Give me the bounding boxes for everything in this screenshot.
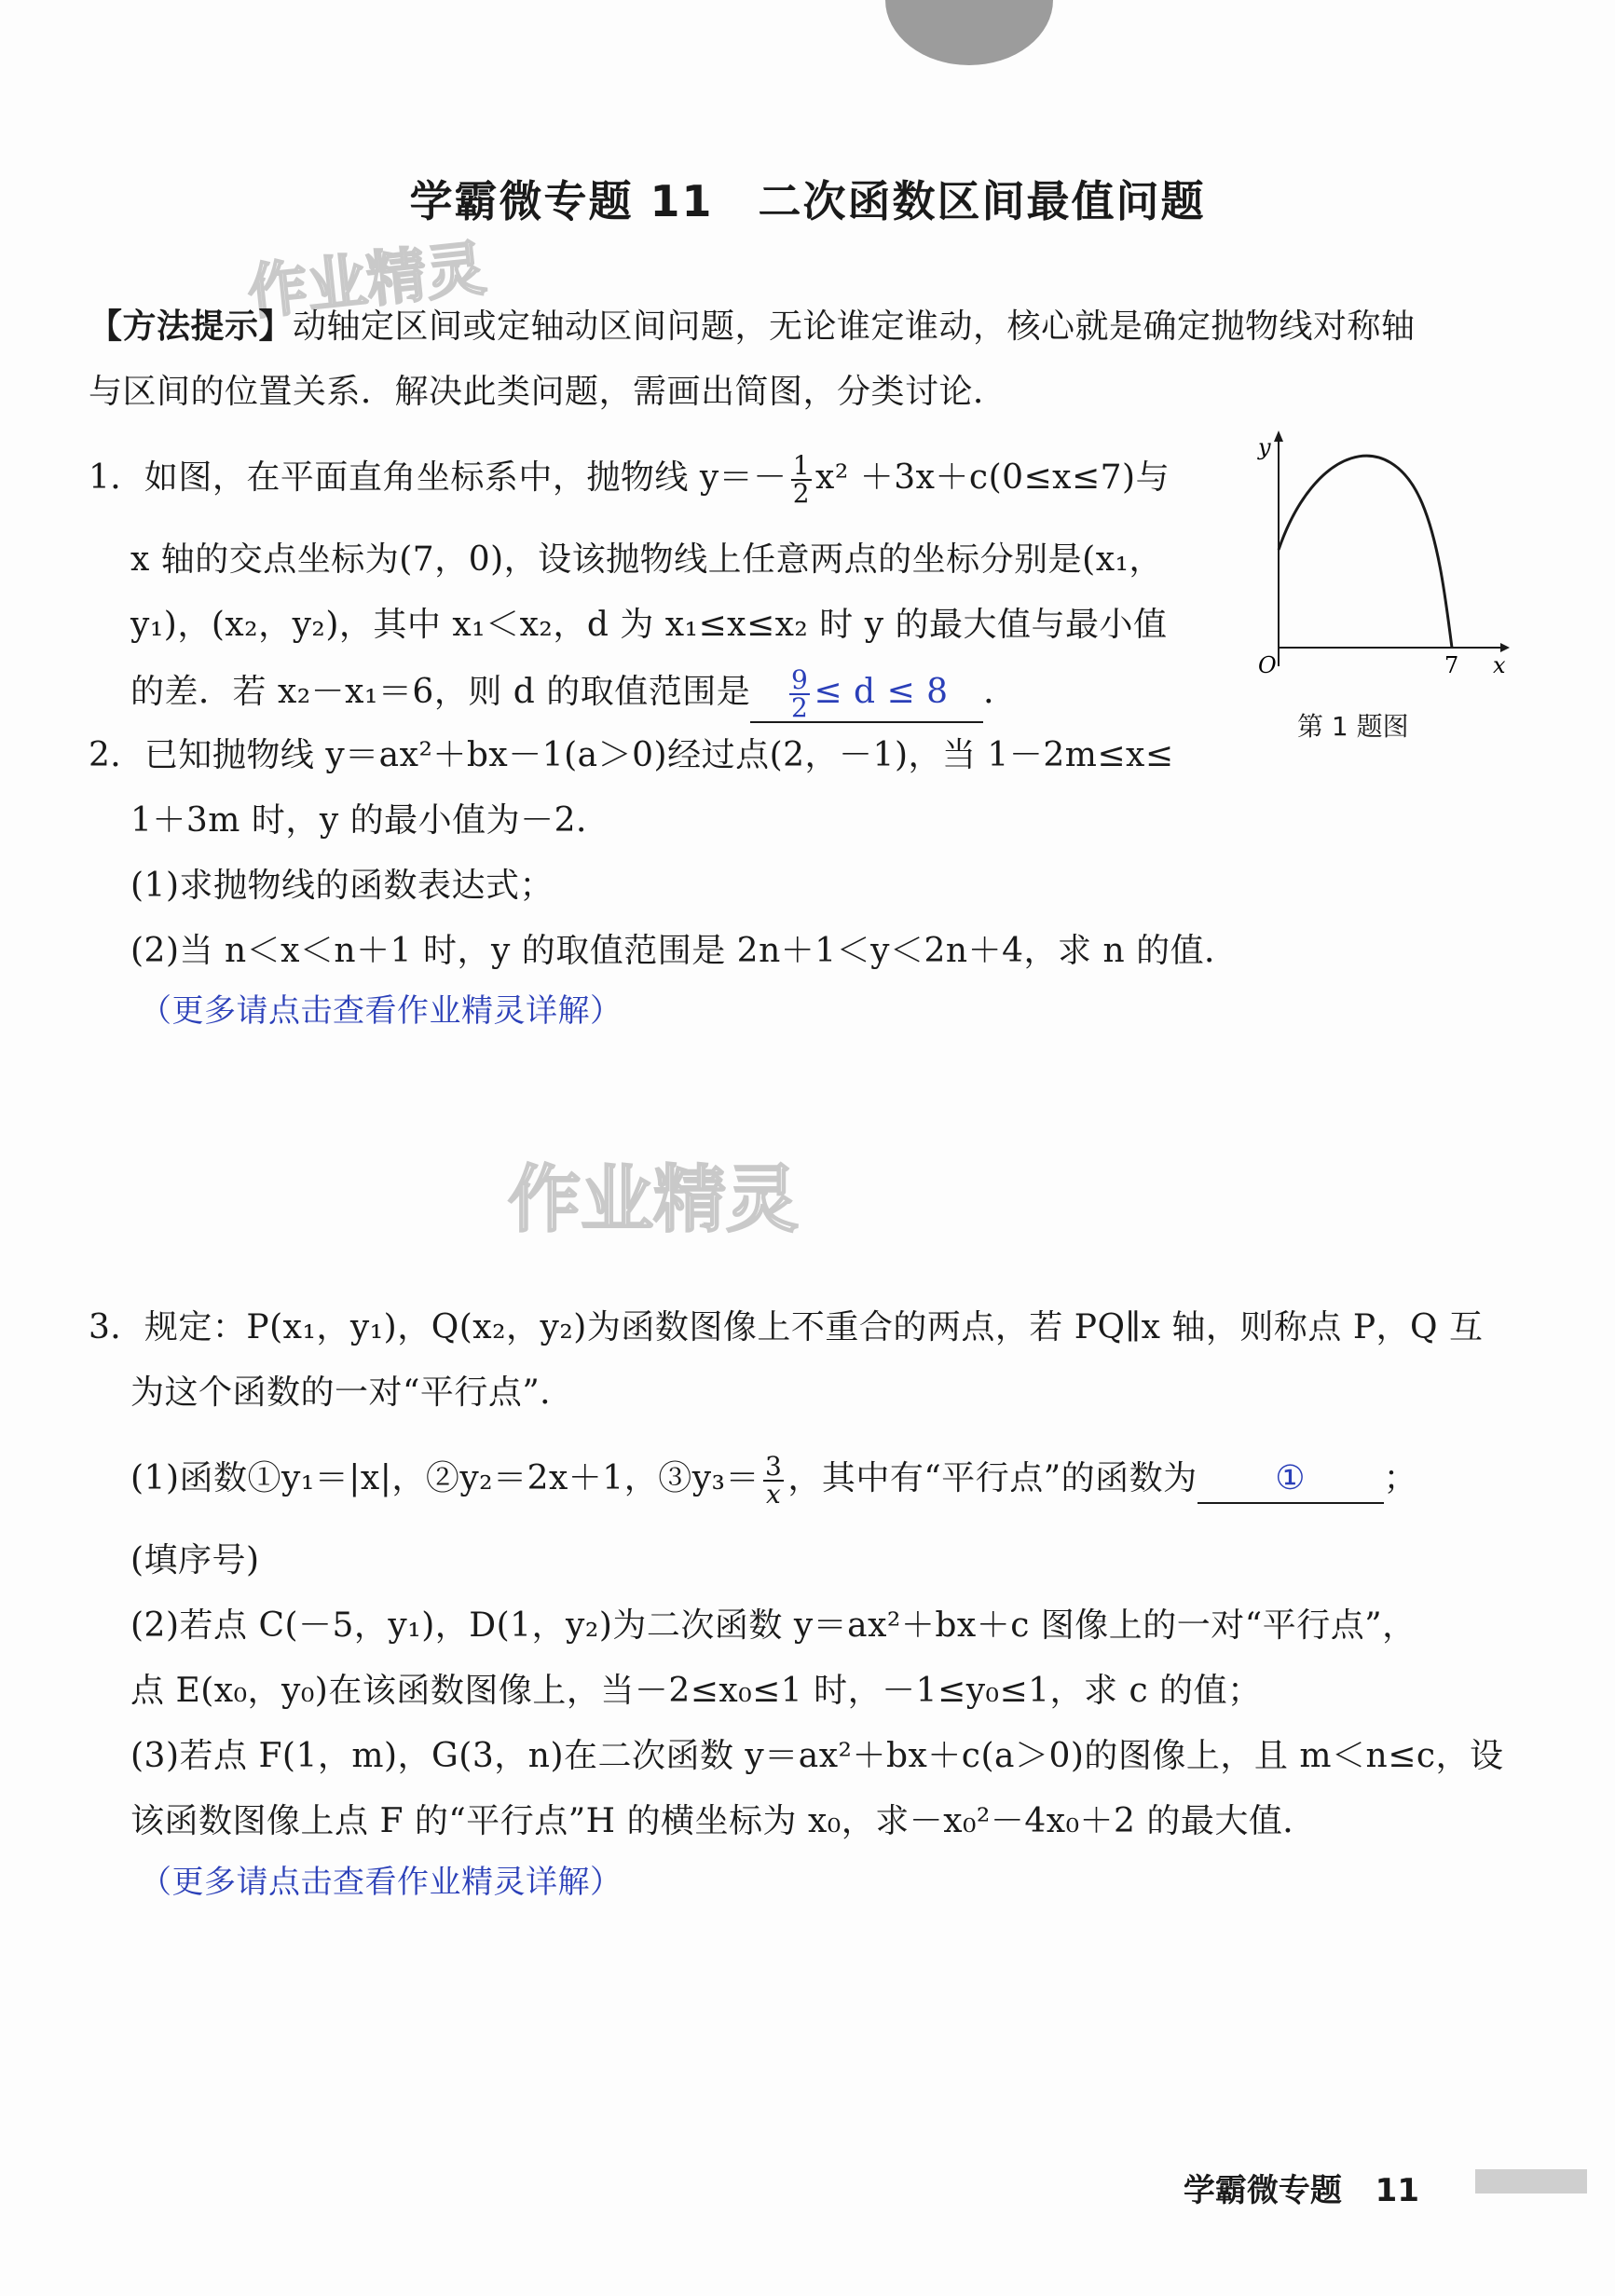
q1-answer-den: 2 (791, 692, 809, 723)
q1-answer-blank (750, 664, 983, 723)
method-text-1: 动轴定区间或定轴动区间问题，无论谁定谁动，核心就是确定抛物线对称轴 (293, 308, 1416, 346)
tick-7-label: 7 (1444, 652, 1459, 678)
page-title: 学霸微专题 11 二次函数区间最值问题 (409, 176, 1206, 226)
origin-label: O (1258, 652, 1277, 678)
y-axis-label: y (1258, 434, 1271, 460)
q1-answer-fraction (789, 664, 810, 723)
q1-text-4: 的差．若 x₂－x₁＝6，则 d 的取值范围是 (130, 673, 751, 711)
q3-line-7: (3)若点 F(1，m)，G(3，n)在二次函数 y＝ax²＋bx＋c(a＞0)的图像上，且 m＜n≤c，设 (130, 1737, 1504, 1775)
q1-text-b: x² ＋3x＋c(0≤x≤7)与 (815, 458, 1170, 497)
watermark-middle: 作业精灵 (508, 1158, 800, 1242)
q1-answer-num: 9 (791, 664, 809, 695)
q2-line-3: (1)求抛物线的函数表达式； (130, 867, 554, 905)
q2-line-4: (2)当 n＜x＜n＋1 时，y 的取值范围是 2n＋1＜y＜2n＋4，求 n 的值． (130, 932, 1239, 970)
q3-line-4: (填序号) (130, 1541, 260, 1579)
q3-line-6: 点 E(x₀，y₀)在该函数图像上，当－2≤x₀≤1 时，－1≤y₀≤1，求 c 的值； (130, 1672, 1262, 1710)
y-axis-arrow (1274, 430, 1283, 442)
top-decoration (885, 0, 1053, 65)
q1-fraction (791, 450, 812, 509)
page-footer (1184, 2165, 1419, 2210)
q1-frac-num: 1 (792, 450, 811, 481)
q3-line-2: 为这个函数的一对“平行点”． (130, 1374, 574, 1412)
q3-line-3-end: ； (1383, 1459, 1418, 1497)
q3-more-link[interactable]: （更多请点击查看作业精灵详解） (140, 1864, 623, 1901)
method-line-1 (89, 304, 1416, 350)
q1-figure (1230, 429, 1510, 680)
q1-figure-caption: 第 1 题图 (1297, 711, 1409, 742)
q3-frac-den: x (766, 1479, 782, 1510)
q1-line-4-end: ． (983, 673, 1018, 711)
q1-line-4 (130, 664, 1018, 723)
q1-text-a: 1．如图，在平面直角坐标系中，抛物线 y＝－ (89, 458, 787, 497)
q3-answer-blank: ① (1198, 1456, 1384, 1504)
q1-line-1 (89, 450, 1170, 509)
watermark-top: 作业精灵 (244, 234, 489, 329)
q3-text-b: ，其中有“平行点”的函数为 (787, 1459, 1198, 1497)
q1-frac-den: 2 (792, 478, 811, 509)
footer-label: 学霸微专题 (1183, 2172, 1342, 2209)
x-axis-label: x (1493, 652, 1506, 678)
q3-line-8: 该函数图像上点 F 的“平行点”H 的横坐标为 x₀，求－x₀²－4x₀＋2 的最大值． (130, 1802, 1317, 1840)
footer-bar (1475, 2169, 1587, 2194)
parabola-curve (1279, 456, 1452, 648)
q3-frac-num: 3 (764, 1451, 783, 1482)
q3-line-1: 3．规定：P(x₁，y₁)，Q(x₂，y₂)为函数图像上不重合的两点，若 PQ∥x 轴，则称点 P，Q 互 (89, 1308, 1484, 1346)
q3-text-a: (1)函数①y₁＝|x|，②y₂＝2x＋1，③y₃＝ (130, 1459, 760, 1497)
page-number: 11 (1375, 2172, 1419, 2209)
q1-answer-rest: ≤ d ≤ 8 (814, 673, 949, 711)
q1-line-3: y₁)，(x₂，y₂)，其中 x₁＜x₂，d 为 x₁≤x≤x₂ 时 y 的最大值与最小值 (130, 606, 1168, 644)
method-label: 【方法提示】 (89, 308, 294, 346)
q2-line-2: 1＋3m 时，y 的最小值为－2． (130, 801, 610, 840)
x-axis-arrow (1500, 643, 1510, 652)
q3-fraction (763, 1451, 784, 1510)
q3-line-3 (130, 1451, 1418, 1510)
q3-line-5: (2)若点 C(－5，y₁)，D(1，y₂)为二次函数 y＝ax²＋bx＋c 图像上的一对“平行点”， (130, 1606, 1417, 1645)
q2-line-1: 2．已知抛物线 y＝ax²＋bx－1(a＞0)经过点(2，－1)，当 1－2m≤x≤ (89, 736, 1174, 774)
method-line-2: 与区间的位置关系．解决此类问题，需画出简图，分类讨论． (89, 373, 1007, 411)
q2-more-link[interactable]: （更多请点击查看作业精灵详解） (140, 992, 623, 1030)
q1-line-2: x 轴的交点坐标为(7，0)，设该抛物线上任意两点的坐标分别是(x₁， (130, 540, 1163, 579)
